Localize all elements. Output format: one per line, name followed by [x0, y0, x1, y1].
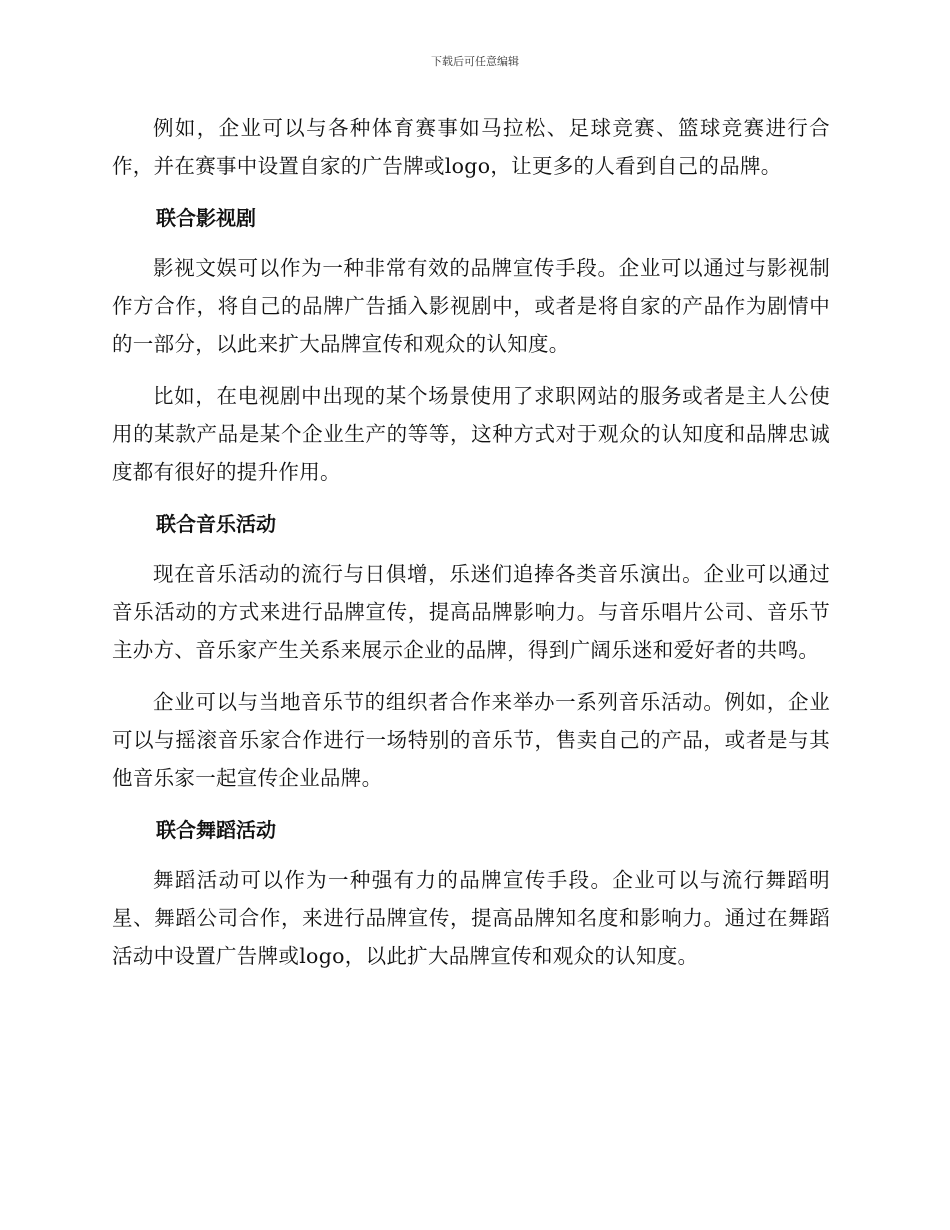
paragraph-sports-example: 例如，企业可以与各种体育赛事如马拉松、足球竞赛、篮球竞赛进行合作，并在赛事中设置自家的广告牌或logo，让更多的人看到自己的品牌。 [112, 116, 830, 178]
paragraph-film-tv-intro: 影视文娱可以作为一种非常有效的品牌宣传手段。企业可以通过与影视制作方合作，将自己的品牌广告插入影视剧中，或者是将自家的产品作为剧情中的一部分，以此来扩大品牌宣传和观众的认知度。 [112, 256, 830, 356]
paragraph-music-intro: 现在音乐活动的流行与日俱增，乐迷们追捧各类音乐演出。企业可以通过音乐活动的方式来进行品牌宣传，提高品牌影响力。与音乐唱片公司、音乐节主办方、音乐家产生关系来展示企业的品牌，得到广阔乐迷和爱好者的共鸣。 [112, 562, 830, 662]
document-body [112, 109, 830, 989]
paragraph-music-example: 企业可以与当地音乐节的组织者合作来举办一系列音乐活动。例如，企业可以与摇滚音乐家合作进行一场特别的音乐节，售卖自己的产品，或者是与其他音乐家一起宣传企业品牌。 [112, 690, 830, 790]
paragraph-film-tv-example: 比如，在电视剧中出现的某个场景使用了求职网站的服务或者是主人公使用的某款产品是某个企业生产的等等，这种方式对于观众的认知度和品牌忠诚度都有很好的提升作用。 [112, 384, 830, 484]
page-header: 下载后可任意编辑 [431, 55, 519, 68]
section-heading-film-tv: 联合影视剧 [156, 206, 256, 230]
section-heading-music: 联合音乐活动 [156, 512, 276, 536]
paragraph-dance-intro: 舞蹈活动可以作为一种强有力的品牌宣传手段。企业可以与流行舞蹈明星、舞蹈公司合作，来进行品牌宣传，提高品牌知名度和影响力。通过在舞蹈活动中设置广告牌或logo，以此扩大品牌宣传和观众的认知度。 [112, 868, 830, 968]
section-heading-dance: 联合舞蹈活动 [156, 818, 276, 842]
